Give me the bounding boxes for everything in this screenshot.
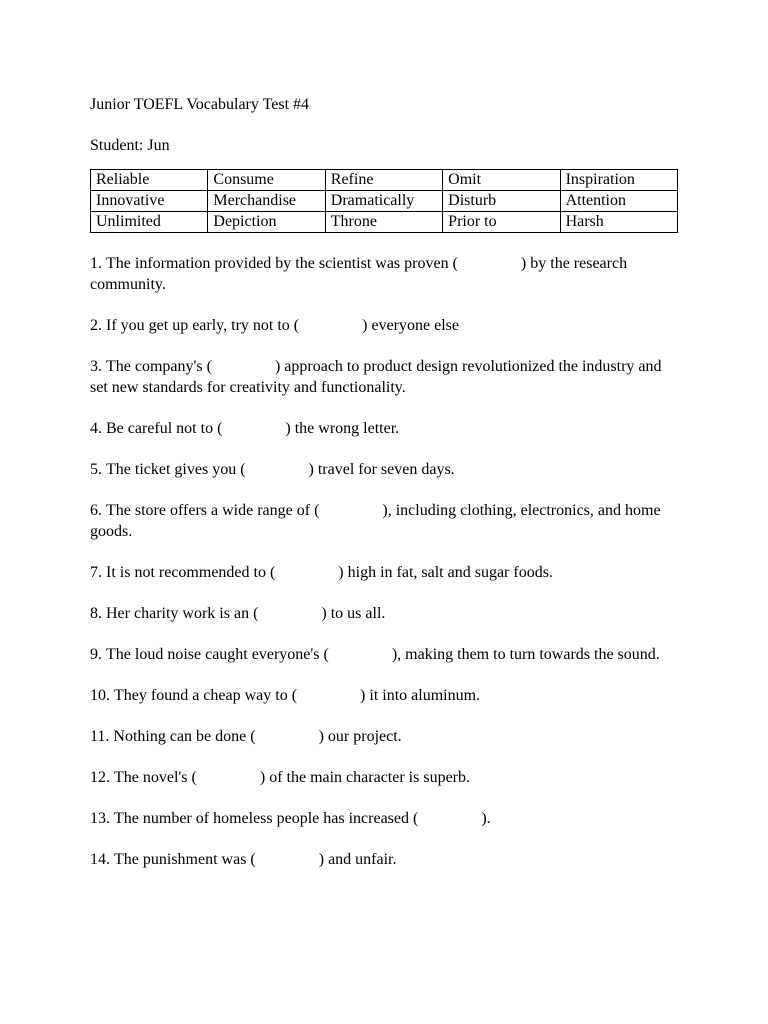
question-list — [90, 253, 680, 870]
question-text-before: The ticket gives you ( — [106, 461, 246, 478]
question-text-before: The information provided by the scientist was proven ( — [106, 255, 458, 272]
word-bank-row — [91, 212, 678, 233]
question-text-before: The store offers a wide range of ( — [106, 502, 320, 519]
document-title: Junior TOEFL Vocabulary Test #4 — [90, 96, 310, 113]
question-number: 7. — [90, 564, 102, 581]
question-text-before: If you get up early, try not to ( — [106, 317, 300, 334]
student-label: Student: — [90, 137, 144, 154]
question-number: 10. — [90, 687, 110, 704]
question-number: 1. — [90, 255, 102, 272]
word-bank-row — [91, 191, 678, 212]
question-number: 8. — [90, 605, 102, 622]
question-text-after: ) and unfair. — [318, 851, 397, 868]
question-item — [90, 644, 680, 665]
question-item — [90, 315, 680, 336]
question-text-after: ) high in fat, salt and sugar foods. — [338, 564, 553, 581]
question-text-after: ) travel for seven days. — [308, 461, 455, 478]
question-item — [90, 767, 680, 788]
question-text-before: The loud noise caught everyone's ( — [106, 646, 329, 663]
question-text-after: ) approach to product design revolutionized the industry and set new standards for creativity and functionality. — [90, 358, 662, 396]
word-bank-cell: Reliable — [91, 170, 208, 191]
word-bank-cell: Attention — [560, 191, 677, 212]
question-text-before: The company's ( — [106, 358, 212, 375]
question-number: 14. — [90, 851, 110, 868]
question-item — [90, 500, 680, 542]
word-bank-row — [91, 170, 678, 191]
question-item — [90, 418, 680, 439]
question-text-before: Her charity work is an ( — [106, 605, 259, 622]
question-number: 13. — [90, 810, 110, 827]
question-number: 3. — [90, 358, 102, 375]
word-bank-cell: Omit — [443, 170, 560, 191]
question-text-after: ) everyone else — [362, 317, 459, 334]
question-text-after: ) by the research community. — [90, 255, 628, 293]
word-bank-cell: Prior to — [443, 212, 560, 233]
question-text-after: ), including clothing, electronics, and home goods. — [90, 502, 661, 540]
question-number: 6. — [90, 502, 102, 519]
question-item — [90, 808, 680, 829]
question-text-after: ) of the main character is superb. — [259, 769, 470, 786]
question-text-before: They found a cheap way to ( — [114, 687, 298, 704]
question-item — [90, 253, 680, 295]
word-bank-cell: Dramatically — [325, 191, 442, 212]
student-line — [90, 136, 680, 155]
question-number: 5. — [90, 461, 102, 478]
document-page — [90, 95, 680, 890]
question-text-after: ) it into aluminum. — [360, 687, 481, 704]
question-number: 2. — [90, 317, 102, 334]
question-text-before: The novel's ( — [114, 769, 197, 786]
word-bank-cell: Unlimited — [91, 212, 208, 233]
question-text-before: Be careful not to ( — [106, 420, 223, 437]
word-bank-cell: Disturb — [443, 191, 560, 212]
question-text-before: The punishment was ( — [114, 851, 256, 868]
question-item — [90, 685, 680, 706]
question-item — [90, 726, 680, 747]
question-text-before: The number of homeless people has increased ( — [114, 810, 419, 827]
word-bank-cell: Harsh — [560, 212, 677, 233]
question-text-after: ), making them to turn towards the sound. — [391, 646, 660, 663]
word-bank-table — [90, 169, 678, 233]
word-bank-cell: Refine — [325, 170, 442, 191]
word-bank-cell: Consume — [208, 170, 325, 191]
question-number: 12. — [90, 769, 110, 786]
word-bank-cell: Throne — [325, 212, 442, 233]
question-item — [90, 459, 680, 480]
question-number: 9. — [90, 646, 102, 663]
question-item — [90, 849, 680, 870]
question-text-before: Nothing can be done ( — [113, 728, 256, 745]
question-number: 11. — [90, 728, 110, 745]
question-text-before: It is not recommended to ( — [106, 564, 276, 581]
word-bank-cell: Merchandise — [208, 191, 325, 212]
question-number: 4. — [90, 420, 102, 437]
question-text-after: ) the wrong letter. — [285, 420, 400, 437]
question-item — [90, 603, 680, 624]
question-text-after: ) our project. — [318, 728, 402, 745]
question-item — [90, 562, 680, 583]
question-text-after: ) to us all. — [321, 605, 386, 622]
question-item — [90, 356, 680, 398]
word-bank-cell: Inspiration — [560, 170, 677, 191]
word-bank-cell: Innovative — [91, 191, 208, 212]
student-name: Jun — [147, 137, 170, 154]
word-bank-cell: Depiction — [208, 212, 325, 233]
question-text-after: ). — [481, 810, 491, 827]
